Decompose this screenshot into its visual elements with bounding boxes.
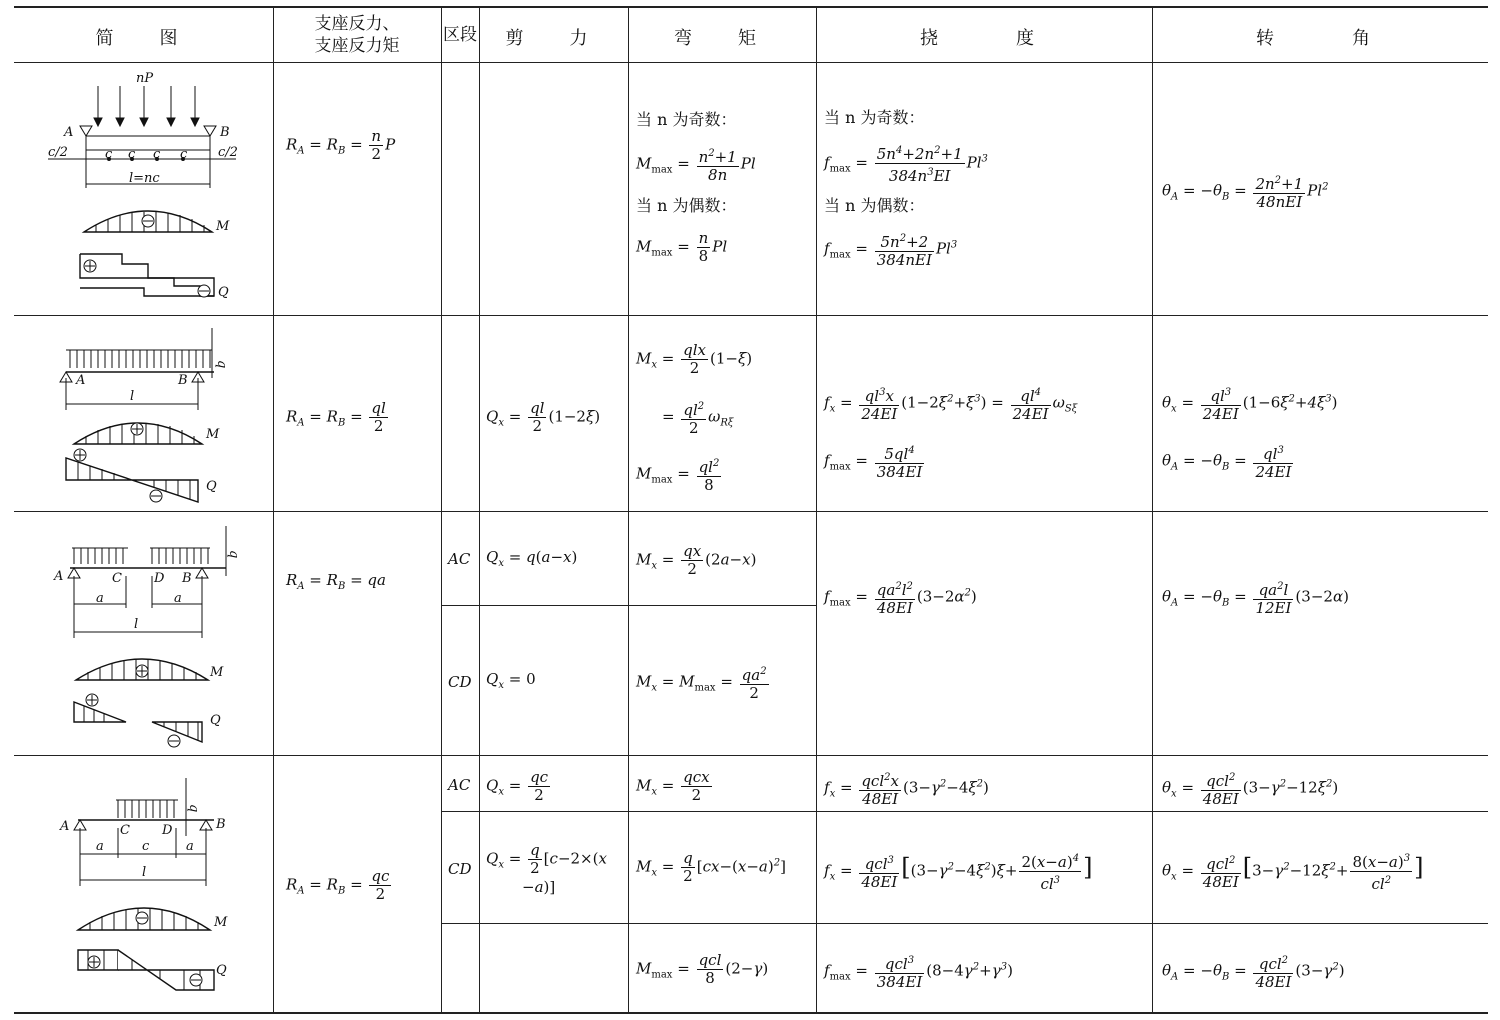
header-segment: 区段 xyxy=(443,25,477,45)
row1-moment-odd-label: 当 n 为奇数： xyxy=(636,110,737,129)
svg-text:Q: Q xyxy=(218,285,229,300)
row3-moment-ac: $M_x$ = $\frac{qx}{2}$ (2a−x) xyxy=(636,542,757,578)
row2-deflection-1: $f_x$ = $\frac{ql^3x}{24EI}$ $(1-2\xi^2+\xi^3)$ = $\frac{ql^4}{24EI}$ $\omega_{S\xi}$ xyxy=(824,384,1077,423)
svg-text:q: q xyxy=(226,550,241,559)
row2-moment-3: $M_{max}$ = $\frac{ql^2}{8}$ xyxy=(636,455,723,494)
svg-text:c: c xyxy=(153,147,161,162)
row2-reaction: $R_A = R_B$ = $\frac{ql}{2}$ xyxy=(286,399,386,435)
row4-moment-max: $M_{max}$ = $\frac{\text{qcl}}{8}$ (2−γ) xyxy=(636,951,769,987)
svg-text:a: a xyxy=(174,591,182,606)
row2-deflection-2: $f_{max}$ = $\frac{5ql^4}{384EI}$ xyxy=(824,442,926,481)
svg-text:M: M xyxy=(216,219,230,234)
svg-text:c/2: c/2 xyxy=(48,145,68,160)
svg-text:l: l xyxy=(142,865,147,880)
header-diagram: 简 图 xyxy=(95,28,192,49)
row2-moment-2: = $\frac{ql^2}{2}$ $\omega_{R\xi}$ xyxy=(662,398,733,437)
svg-text:a: a xyxy=(186,839,194,854)
col-rule-6 xyxy=(1152,6,1153,1012)
row2-shear: $Q_x$ = $\frac{ql}{2}$ (1−2ξ) xyxy=(486,399,601,435)
svg-text:q: q xyxy=(186,804,201,813)
row-rule-3 xyxy=(14,755,1488,756)
svg-text:A: A xyxy=(76,373,86,388)
header-shear: 剪 力 xyxy=(505,28,602,49)
row3-shear-ac: $Q_x = q(a-x)$ xyxy=(486,548,578,569)
row4-rotation-ac: $\theta_x$ = $\frac{qcl^2}{48EI}$ $(3-\gamma^2-12\xi^2)$ xyxy=(1162,769,1338,808)
svg-text:c: c xyxy=(142,839,150,854)
row2-rotation-2: $\theta_A = -\theta_B$ = $\frac{ql^3}{24EI}$ xyxy=(1162,442,1295,481)
col-rule-5 xyxy=(816,6,817,1012)
row4-deflection-ac: $f_x$ = $\frac{qcl^2x}{48EI}$ $(3-\gamma^2-4\xi^2)$ xyxy=(824,769,989,808)
row1-rotation: $\theta_A = -\theta_B$ = $\frac{2n^2+1}{\text{48nEI}}$ Pl$^2$ xyxy=(1162,172,1328,211)
svg-text:A: A xyxy=(60,819,70,834)
header-rule xyxy=(14,62,1488,63)
svg-text:q: q xyxy=(214,360,229,369)
row4-moment-ac: $M_x$ = $\frac{\text{qcx}}{2}$ xyxy=(636,768,710,804)
header-deflection: 挠 度 xyxy=(920,28,1048,49)
row4-rotation-cd: $\theta_x$ = $\frac{qcl^2}{48EI}$ [$3-\gamma^2-12\xi^2+$ $\frac{8(x-a)^3}{cl^2}$ ] xyxy=(1162,850,1423,893)
svg-text:A: A xyxy=(64,125,74,140)
col-rule-2 xyxy=(441,6,442,1012)
svg-text:D: D xyxy=(162,823,173,838)
svg-text:a: a xyxy=(96,591,104,606)
row3-segment-cd: CD xyxy=(448,673,472,691)
header-moment: 弯 矩 xyxy=(674,28,770,49)
table-top-rule xyxy=(14,6,1488,8)
svg-text:nP: nP xyxy=(136,71,154,86)
row2-beam-diagram xyxy=(14,318,274,513)
row2-moment-1: $M_x$ = $\frac{\text{qlx}}{2}$ (1−ξ) xyxy=(636,341,753,377)
header-rotation: 转 角 xyxy=(1256,28,1384,49)
row3-moment-cd: $M_x = M_{max}$ = $\frac{qa^2}{2}$ xyxy=(636,663,771,702)
row3-rotation: $\theta_A = -\theta_B$ = $\frac{qa^2l}{12EI}$ (3−2α) xyxy=(1162,578,1349,617)
row4-reaction: $R_A = R_B$ = $\frac{qc}{2}$ xyxy=(286,867,390,903)
svg-text:l: l xyxy=(130,389,135,404)
svg-text:D: D xyxy=(154,571,165,586)
svg-text:B: B xyxy=(178,373,188,388)
header-reaction-line2: 支座反力矩 xyxy=(314,36,400,56)
col-rule-3 xyxy=(479,6,480,1012)
svg-text:c: c xyxy=(180,147,188,162)
row1-deflection-even: $f_{max}$ = $\frac{5n^2+2}{\text{384nEI}}$ Pl$^3$ xyxy=(824,230,957,269)
row1-moment-even-label: 当 n 为偶数： xyxy=(636,196,737,215)
svg-text:l: l xyxy=(134,617,139,632)
row3-shear-cd: $Q_x = 0$ xyxy=(486,670,536,691)
row4-rotation-max: $\theta_A = -\theta_B$ = $\frac{qcl^2}{48EI}$ $(3-\gamma^2)$ xyxy=(1162,952,1345,991)
svg-text:M: M xyxy=(206,427,220,442)
header-reaction xyxy=(273,13,441,57)
col-rule-4 xyxy=(628,6,629,1012)
row1-moment-even: $M_{max}$ = $\frac{n}{8}$ Pl xyxy=(636,229,728,265)
row1-beam-diagram xyxy=(14,66,274,316)
svg-text:Q: Q xyxy=(210,713,221,728)
row4-shear-cd: $Q_x$ = $\frac{q}{2}$ [c−2×(x −a)] xyxy=(486,841,607,896)
svg-text:C: C xyxy=(120,823,130,838)
row1-deflection-odd-label: 当 n 为奇数： xyxy=(824,108,925,127)
row4-moment-cd: $M_x$ = $\frac{q}{2}$ $[cx-(x-a)^2]$ xyxy=(636,849,786,885)
svg-text:A: A xyxy=(54,569,64,584)
row4-segment-rule-2 xyxy=(441,923,1488,924)
row4-shear-ac: $Q_x$ = $\frac{qc}{2}$ xyxy=(486,768,549,804)
row1-deflection-odd: $f_{max}$ = $\frac{5n^4+2n^2+1}{384n^3EI}$ Pl$^3$ xyxy=(824,142,988,185)
row4-segment-ac: AC xyxy=(448,776,471,794)
svg-text:Q: Q xyxy=(216,963,227,978)
svg-text:C: C xyxy=(112,571,122,586)
row4-segment-rule-1 xyxy=(441,811,1488,812)
svg-text:Q: Q xyxy=(206,479,217,494)
svg-text:a: a xyxy=(96,839,104,854)
row4-deflection-cd: $f_x$ = $\frac{qcl^3}{48EI}$ [$(3-\gamma^2-4\xi^2)\xi+$ $\frac{2(x-a)^4}{cl^3}$ ] xyxy=(824,850,1092,893)
svg-text:M: M xyxy=(214,915,228,930)
row3-segment-ac: AC xyxy=(448,550,471,568)
row1-reaction: $R_A = R_B$ = $\frac{n}{2}$ P xyxy=(286,127,396,163)
row3-deflection: $f_{max}$ = $\frac{qa^2l^2}{48EI}$ $(3-2\alpha^2)$ xyxy=(824,578,977,617)
svg-text:c: c xyxy=(105,147,113,162)
row1-moment-odd: $M_{max}$ = $\frac{n^2+1}{8n}$ Pl xyxy=(636,145,756,184)
svg-text:B: B xyxy=(220,125,230,140)
row3-beam-diagram xyxy=(14,514,274,754)
row2-rotation-1: $\theta_x$ = $\frac{ql^3}{24EI}$ $(1-6\xi^2+4\xi^3)$ xyxy=(1162,384,1338,423)
svg-text:c/2: c/2 xyxy=(218,145,238,160)
row4-deflection-max: $f_{max}$ = $\frac{qcl^3}{384EI}$ $(8-4\gamma^2+\gamma^3)$ xyxy=(824,952,1013,991)
svg-text:c: c xyxy=(128,147,136,162)
header-reaction-line1: 支座反力、 xyxy=(314,14,400,34)
svg-text:B: B xyxy=(216,817,226,832)
row4-beam-diagram xyxy=(14,758,274,1013)
svg-text:B: B xyxy=(182,571,192,586)
svg-text:M: M xyxy=(210,665,224,680)
row3-reaction: $R_A = R_B$ = qa xyxy=(286,571,386,592)
svg-text:l=nc: l=nc xyxy=(129,171,160,186)
row4-segment-cd: CD xyxy=(448,860,472,878)
row1-deflection-even-label: 当 n 为偶数： xyxy=(824,196,925,215)
